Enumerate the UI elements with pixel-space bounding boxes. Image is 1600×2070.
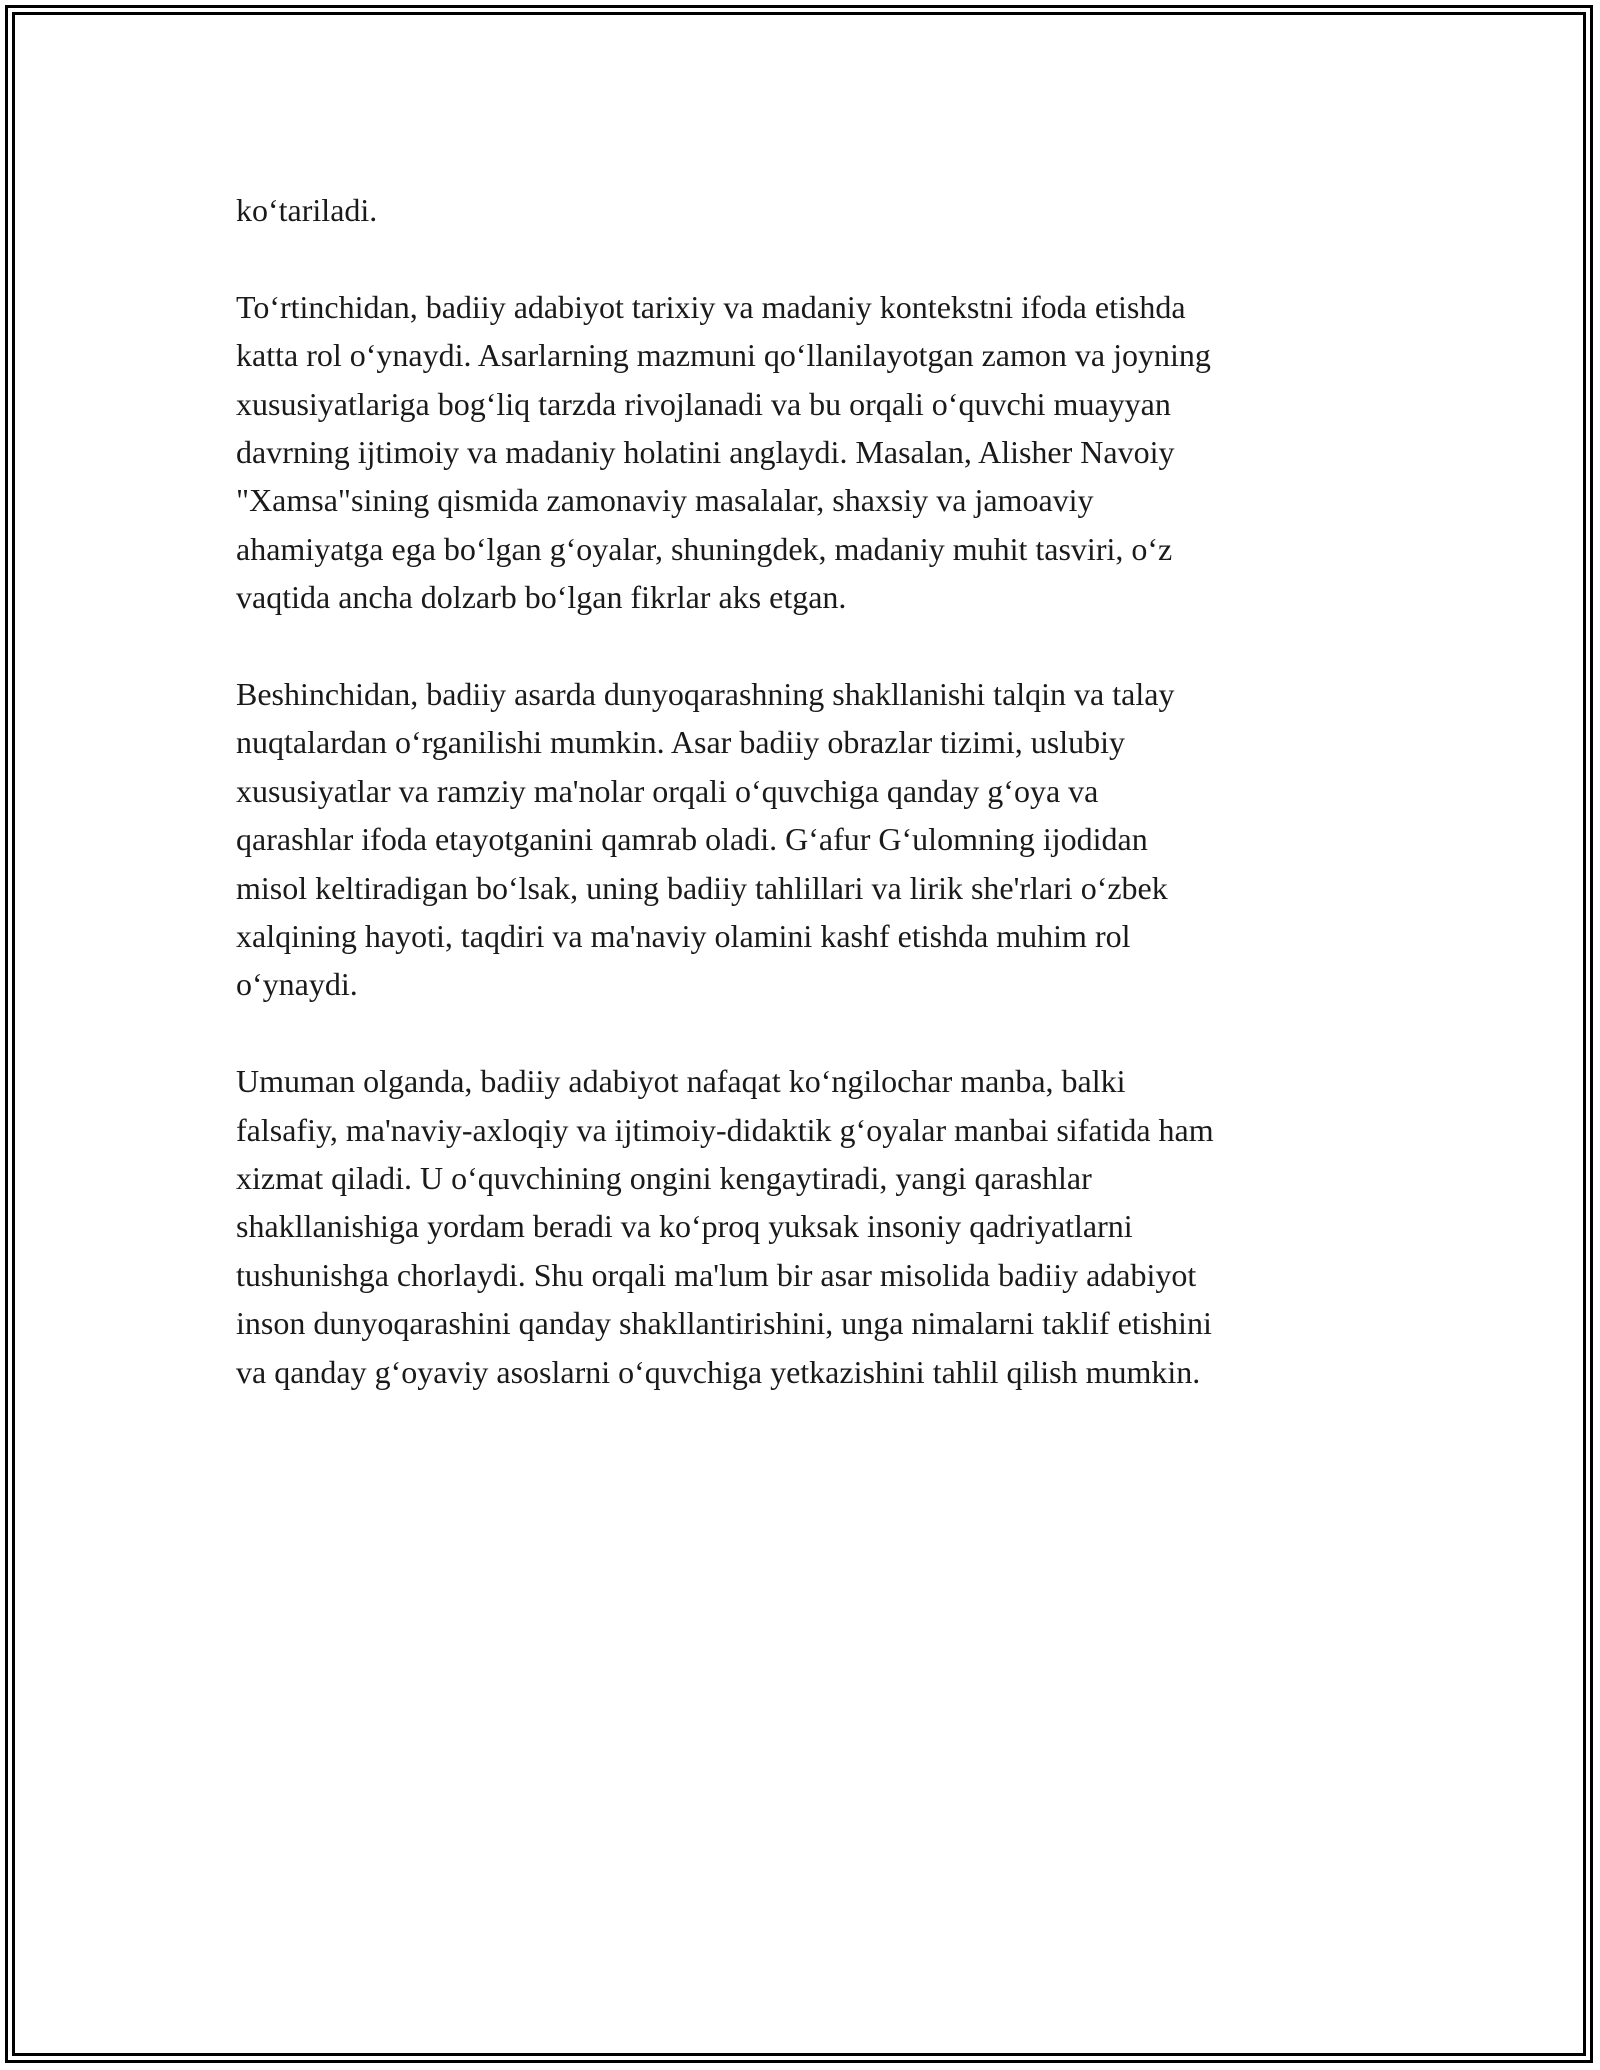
text-line: xizmat qiladi. U o‘quvchining ongini kengaytiradi, yangi qarashlar <box>236 1160 1092 1197</box>
text-line: davrning ijtimoiy va madaniy holatini anglaydi. Masalan, Alisher Navoiy <box>236 434 1175 471</box>
text-line: o‘ynaydi. <box>236 966 358 1003</box>
text-line: To‘rtinchidan, badiiy adabiyot tarixiy va madaniy kontekstni ifoda etishda <box>236 288 1186 325</box>
text-line: xususiyatlariga bog‘liq tarzda rivojlanadi va bu orqali o‘quvchi muayyan <box>236 385 1171 422</box>
text-line: qarashlar ifoda etayotganini qamrab oladi. G‘afur G‘ulomning ijodidan <box>236 821 1148 858</box>
paragraph <box>236 283 1386 622</box>
text-line: xalqining hayoti, taqdiri va ma'naviy olamini kashf etishda muhim rol <box>236 918 1131 955</box>
text-line: shakllanishiga yordam beradi va ko‘proq yuksak insoniy qadriyatlarni <box>236 1208 1133 1245</box>
paragraph <box>236 186 1386 234</box>
text-line: "Xamsa"sining qismida zamonaviy masalalar, shaxsiy va jamoaviy <box>236 482 1094 519</box>
text-line: xususiyatlar va ramziy ma'nolar orqali o‘quvchiga qanday g‘oya va <box>236 772 1099 809</box>
text-line: Beshinchidan, badiiy asarda dunyoqarashning shakllanishi talqin va talay <box>236 676 1175 713</box>
document-body <box>236 186 1386 1445</box>
text-line: tushunishga chorlaydi. Shu orqali ma'lum bir asar misolida badiiy adabiyot <box>236 1256 1197 1293</box>
text-line: vaqtida ancha dolzarb bo‘lgan fikrlar aks etgan. <box>236 579 847 616</box>
paragraph <box>236 670 1386 1009</box>
text-line: Umuman olganda, badiiy adabiyot nafaqat ko‘ngilochar manba, balki <box>236 1063 1126 1100</box>
text-line: katta rol o‘ynaydi. Asarlarning mazmuni qo‘llanilayotgan zamon va joyning <box>236 337 1211 374</box>
text-line: falsafiy, ma'naviy-axloqiy va ijtimoiy-didaktik g‘oyalar manbai sifatida ham <box>236 1111 1214 1148</box>
text-line: ahamiyatga ega bo‘lgan g‘oyalar, shuningdek, madaniy muhit tasviri, o‘z <box>236 530 1173 567</box>
text-line: nuqtalardan o‘rganilishi mumkin. Asar badiiy obrazlar tizimi, uslubiy <box>236 724 1126 761</box>
paragraph <box>236 1057 1386 1396</box>
text-line: inson dunyoqarashini qanday shakllantirishini, unga nimalarni taklif etishini <box>236 1305 1212 1342</box>
text-line: va qanday g‘oyaviy asoslarni o‘quvchiga yetkazishini tahlil qilish mumkin. <box>236 1353 1201 1390</box>
text-line: ko‘tariladi. <box>236 192 378 228</box>
text-line: misol keltiradigan bo‘lsak, uning badiiy tahlillari va lirik she'rlari o‘zbek <box>236 869 1168 906</box>
